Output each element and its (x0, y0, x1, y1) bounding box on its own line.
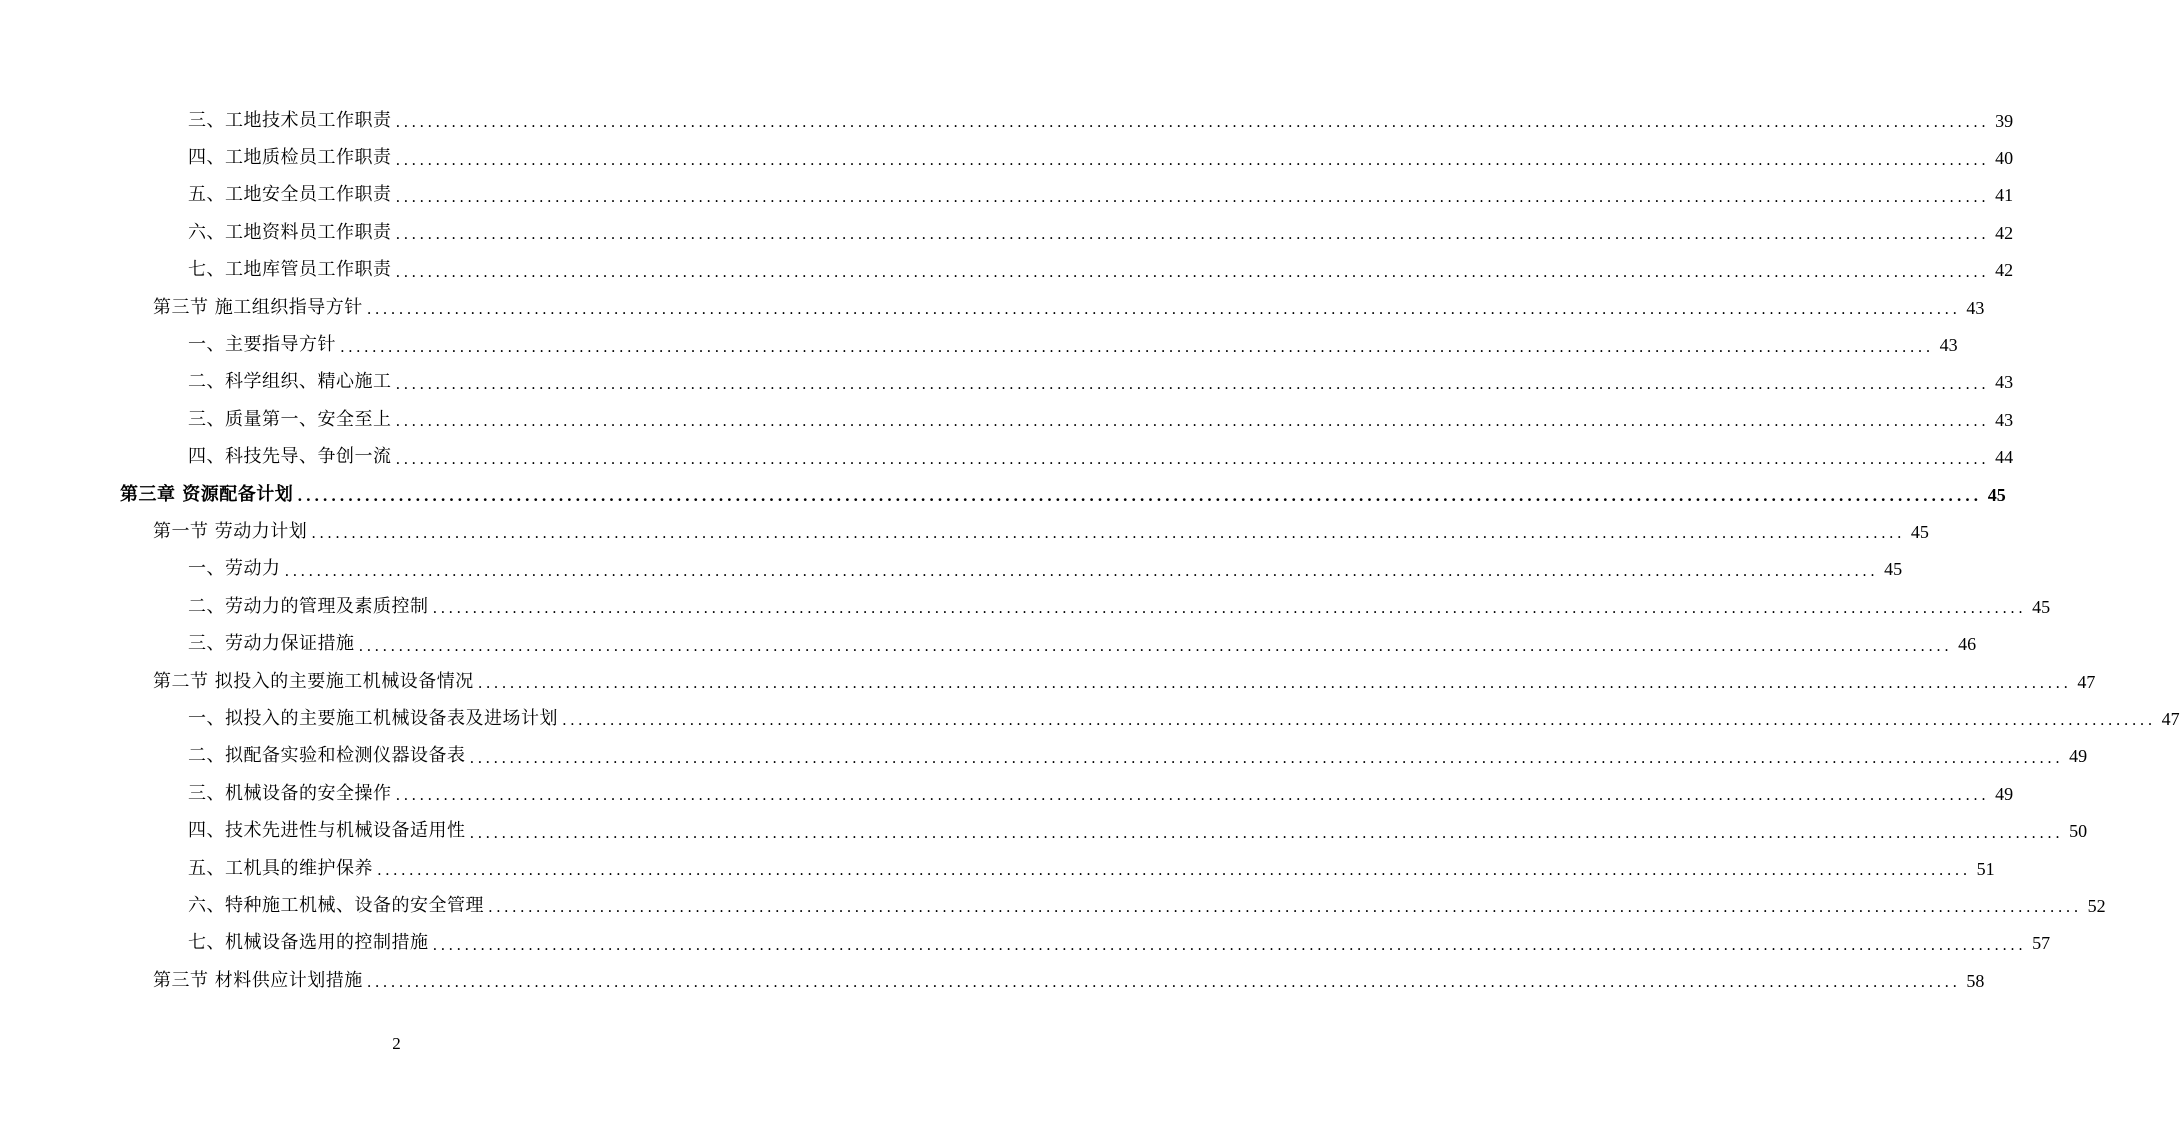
toc-entry-title: 第三节 施工组织指导方针 (153, 296, 363, 318)
dot-leader: ........................................................................................................................................................................................................ (395, 113, 1990, 132)
toc-entry-title: 四、工地质检员工作职责 (188, 147, 392, 169)
toc-entry-page: 45 (1987, 484, 2006, 505)
toc-entry-title: 三、工地技术员工作职责 (188, 109, 392, 131)
dot-leader: ........................................................................................................................................................................................................ (284, 561, 1879, 580)
toc-entry[interactable] (0, 962, 1985, 999)
toc-entry[interactable] (0, 401, 2014, 438)
toc-entry-page: 45 (2032, 596, 2051, 617)
toc-entry-title: 一、主要指导方针 (188, 334, 336, 356)
toc-entry-page: 45 (1910, 521, 1929, 542)
dot-leader: ........................................................................................................................................................................................................ (488, 898, 2082, 917)
toc-entry-page: 51 (1976, 858, 1995, 879)
toc-entry-page: 58 (1966, 970, 1985, 991)
toc-entry-title: 五、工地安全员工作职责 (188, 184, 392, 206)
dot-leader: ........................................................................................................................................................................................................ (358, 636, 1953, 655)
toc-entry-title: 五、工机具的维护保养 (188, 857, 373, 879)
toc-entry-page: 44 (1995, 447, 2014, 468)
toc-entry-page: 42 (1995, 222, 2014, 243)
dot-leader: ........................................................................................................................................................................................................ (562, 711, 2156, 730)
toc-entry[interactable] (0, 177, 2014, 214)
toc-entry[interactable] (0, 887, 2106, 924)
toc-entry-title: 二、拟配备实验和检测仪器设备表 (188, 745, 466, 767)
toc-entry-page: 40 (1995, 148, 2014, 169)
toc-entry-page: 41 (1995, 185, 2014, 206)
dot-leader: ........................................................................................................................................................................................................ (432, 935, 2027, 954)
dot-leader: ........................................................................................................................................................................................................ (377, 861, 1971, 879)
toc-entry-title: 三、机械设备的安全操作 (188, 782, 392, 804)
dot-leader: ........................................................................................................................................................................................................ (311, 524, 1905, 543)
dot-leader: ........................................................................................................................................................................................................ (297, 487, 1982, 506)
dot-leader: ........................................................................................................................................................................................................ (395, 786, 1990, 805)
toc-entry-title: 第二节 拟投入的主要施工机械设备情况 (153, 670, 474, 692)
toc-entry[interactable] (0, 663, 2096, 700)
toc-entry[interactable] (0, 139, 2014, 176)
dot-leader: ........................................................................................................................................................................................................ (395, 150, 1990, 169)
toc-entry-page: 42 (1995, 260, 2014, 281)
toc-entry-page: 49 (2069, 746, 2088, 767)
toc-entry-page: 47 (2161, 708, 2180, 729)
toc-entry[interactable] (0, 326, 1958, 363)
toc-entry[interactable] (0, 551, 1903, 588)
toc-entry[interactable] (0, 700, 2180, 737)
dot-leader: ........................................................................................................................................................................................................ (395, 262, 1990, 281)
toc-entry[interactable] (0, 513, 1929, 550)
dot-leader: ........................................................................................................................................................................................................ (366, 300, 1961, 319)
dot-leader: ........................................................................................................................................................................................................ (395, 187, 1990, 206)
toc-entry-title: 第三章 资源配备计划 (120, 483, 294, 505)
toc-entry-page: 52 (2087, 895, 2106, 916)
dot-leader: ........................................................................................................................................................................................................ (432, 599, 2027, 618)
dot-leader: ........................................................................................................................................................................................................ (395, 449, 1990, 468)
toc-entry-page: 45 (1884, 559, 1903, 580)
toc-entry-page: 39 (1995, 110, 2014, 131)
toc-entry-page: 57 (2032, 933, 2051, 954)
toc-entry-title: 四、科技先导、争创一流 (188, 446, 392, 468)
page-number: 2 (392, 1034, 401, 1053)
toc-entry-page: 46 (1958, 634, 1977, 655)
toc-entry-page: 49 (1995, 783, 2014, 804)
dot-leader: ........................................................................................................................................................................................................ (395, 412, 1990, 431)
toc-entry-title: 第一节 劳动力计划 (153, 520, 308, 542)
toc-entry-title: 二、科学组织、精心施工 (188, 371, 392, 393)
toc-entry[interactable] (0, 439, 2014, 476)
dot-leader: ........................................................................................................................................................................................................ (395, 225, 1990, 244)
toc-entry[interactable] (0, 364, 2014, 401)
dot-leader: ........................................................................................................................................................................................................ (340, 337, 1934, 356)
dot-leader: ........................................................................................................................................................................................................ (469, 748, 2064, 767)
dot-leader: ........................................................................................................................................................................................................ (469, 823, 2064, 842)
toc-entry[interactable] (0, 588, 2051, 625)
toc-entry[interactable] (0, 850, 1995, 887)
toc-entry-title: 三、劳动力保证措施 (188, 633, 355, 655)
dot-leader: ........................................................................................................................................................................................................ (477, 674, 2072, 693)
toc-entry-title: 七、机械设备选用的控制措施 (188, 932, 429, 954)
toc-entry-title: 四、技术先进性与机械设备适用性 (188, 820, 466, 842)
toc-entry-page: 43 (1966, 297, 1985, 318)
table-of-contents (0, 102, 2180, 999)
toc-entry-page: 47 (2077, 671, 2096, 692)
toc-entry[interactable] (0, 476, 2006, 513)
toc-entry-page: 43 (1995, 409, 2014, 430)
toc-entry[interactable] (0, 775, 2014, 812)
toc-entry-page: 43 (1939, 335, 1958, 356)
toc-entry-title: 六、特种施工机械、设备的安全管理 (188, 894, 484, 916)
toc-entry[interactable] (0, 925, 2051, 962)
toc-entry-title: 六、工地资料员工作职责 (188, 221, 392, 243)
toc-entry[interactable] (0, 738, 2088, 775)
toc-entry-title: 二、劳动力的管理及素质控制 (188, 595, 429, 617)
toc-entry-title: 三、质量第一、安全至上 (188, 408, 392, 430)
toc-entry[interactable] (0, 252, 2014, 289)
toc-entry[interactable] (0, 102, 2014, 139)
dot-leader: ........................................................................................................................................................................................................ (395, 374, 1990, 393)
toc-entry[interactable] (0, 289, 1985, 326)
toc-entry[interactable] (0, 812, 2088, 849)
toc-entry[interactable] (0, 625, 1977, 662)
toc-entry-title: 一、劳动力 (188, 558, 281, 580)
dot-leader: ........................................................................................................................................................................................................ (366, 973, 1961, 992)
toc-entry-page: 50 (2069, 821, 2088, 842)
toc-entry[interactable] (0, 214, 2014, 251)
toc-entry-title: 一、拟投入的主要施工机械设备表及进场计划 (188, 707, 558, 729)
toc-entry-title: 第三节 材料供应计划措施 (153, 969, 363, 991)
toc-entry-title: 七、工地库管员工作职责 (188, 259, 392, 281)
toc-entry-page: 43 (1995, 372, 2014, 393)
